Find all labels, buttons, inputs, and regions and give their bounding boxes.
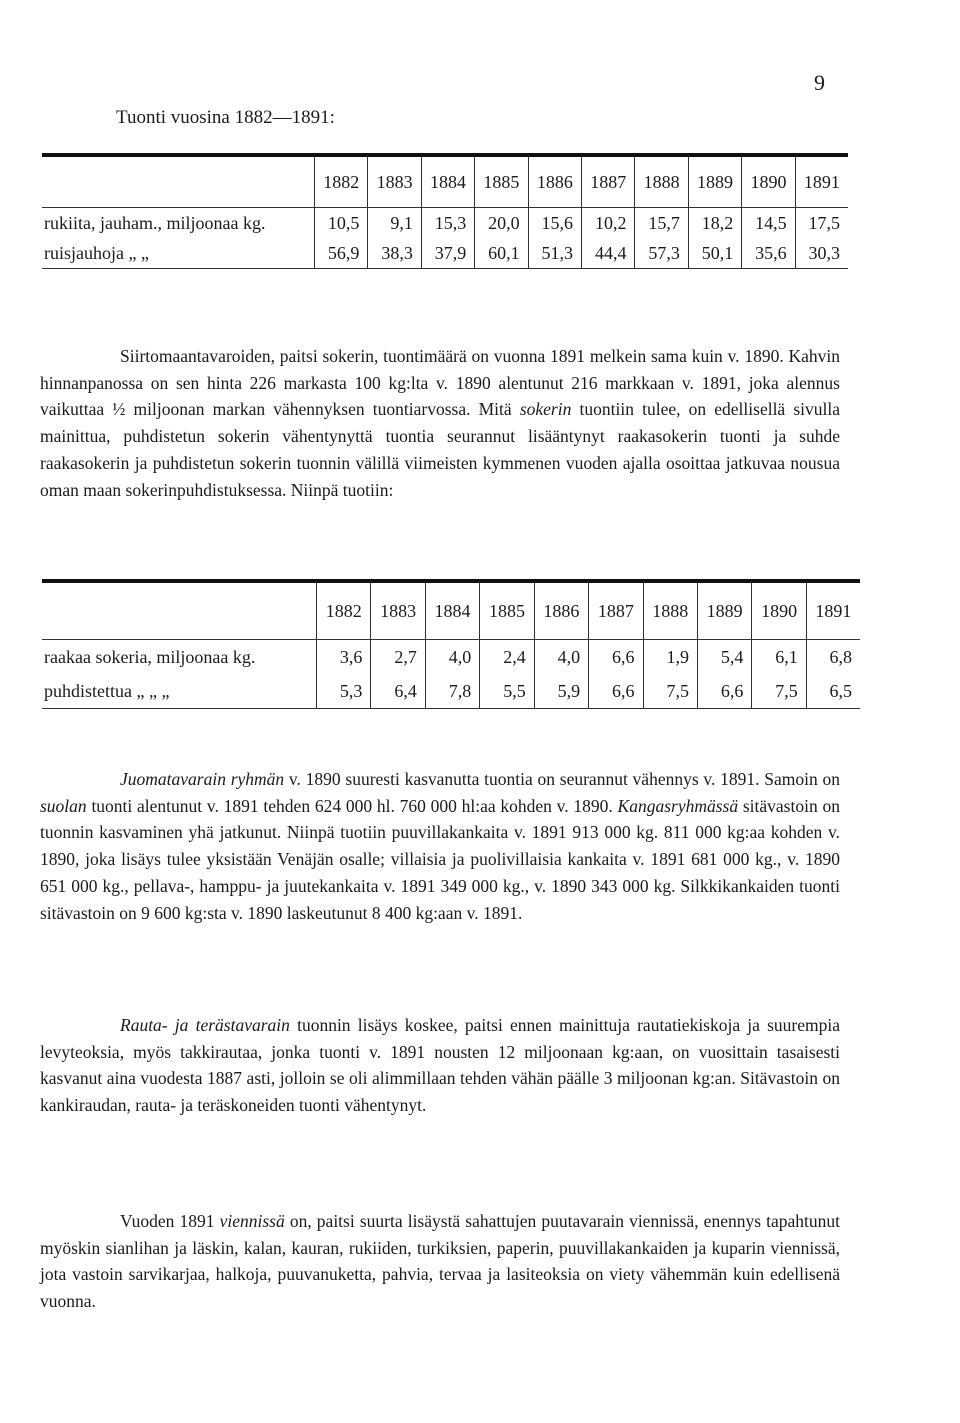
year-cell: 1886 [528,155,581,208]
value-cell: 5,3 [317,674,371,709]
year-cell: 1890 [742,155,795,208]
year-cell: 1889 [688,155,741,208]
value-cell: 2,7 [371,640,425,675]
value-cell: 57,3 [635,238,688,269]
header-label-cell [42,581,317,640]
year-cell: 1889 [697,581,751,640]
value-cell: 38,3 [368,238,421,269]
year-cell: 1887 [589,581,643,640]
year-cell: 1883 [371,581,425,640]
value-cell: 6,6 [697,674,751,709]
value-cell: 30,3 [795,238,848,269]
value-cell: 10,5 [315,208,368,239]
year-cell: 1888 [643,581,697,640]
paragraph-text [40,1012,840,1119]
import-table-sugar [42,579,860,709]
row-label: rukiita, jauham., miljoonaa kg. [44,212,266,233]
year-cell: 1890 [752,581,806,640]
value-cell: 20,0 [475,208,528,239]
value-cell: 6,1 [752,640,806,675]
year-cell: 1883 [368,155,421,208]
year-cell: 1885 [480,581,534,640]
emphasis-text: viennissä [219,1211,285,1231]
text-run: sitävastoin on tuonnin kasvaminen yhä jatkunut. Niinpä tuotiin puuvillakankaita v. 1891 913 000 kg. 811 000 kg:aa kohden v. 1890, joka lisäys tulee yksistään Venäjän osalle; villaisia ja puolivillaisia kankaita v. 1891 681 000 kg., v. 1890 651 000 kg., pellava-, hamppu- ja juutekankaita v. 1891 349 000 kg., v. 1890 343 000 kg. Silkkikankaiden tuonti sitävastoin on 9 600 kg:sta v. 1890 laskeutunut 8 400 kg:aan v. 1891. [40,795,840,923]
row-label: raakaa sokeria, miljoonaa kg. [44,646,256,667]
table-row [42,208,848,239]
text-run: v. 1890 suuresti kasvanutta tuontia on seurannut vähennys v. 1891. Samoin on [284,769,840,789]
value-cell: 5,4 [697,640,751,675]
value-cell: 7,5 [643,674,697,709]
year-cell: 1882 [317,581,371,640]
emphasis-text: Rauta- ja terästavarain [120,1015,290,1035]
year-cell: 1884 [421,155,474,208]
year-cell: 1882 [315,155,368,208]
value-cell: 6,6 [589,674,643,709]
year-cell: 1891 [795,155,848,208]
year-cell: 1884 [425,581,479,640]
paragraph-beverages-textiles [40,766,840,926]
text-run: tuonnin lisäys koskee, paitsi ennen mainittuja rautatiekiskoja ja suurempia levyteoksia, myös takkirautaa, jonka tuonti v. 1891 nousten 12 miljoonaan kg:aan, on vuosittain tasaisesti kasvanut aina vuodesta 1887 asti, jolloin se oli alimmillaan tehden vähän päälle 3 miljoonan kg:an. Sitävastoin on kankiraudan, rauta- ja teräskoneiden tuonti vähentynyt. [40,1015,840,1116]
text-run: Siirtomaantavaroiden, paitsi sokerin, tuontimäärä on vuonna 1891 melkein sama kuin v. 1890. Kahvin hinnanpanossa on sen hinta 226 markasta 100 kg:lta v. 1890 alentunut 216 markkaan v. 1891, joka alennus vaikuttaa ½ miljoonan markan vähennyksen tuontiarvossa. Mitä [40,346,840,420]
value-cell: 3,6 [317,640,371,675]
year-cell: 1886 [534,581,588,640]
text-run: tuontiin tulee, on edellisellä sivulla mainittua, puhdistetun sokerin vähentynyttä tuontia seurannut lisääntynyt raakasokerin tuonti ja suhde raakasokerin ja puhdistetun sokerin tuonnin välillä viimeisten kymmenen vuoden ajalla osoittaa jatkuvaa nousua oman maan sokerinpuhdistuksessa. Niinpä tuotiin: [40,399,841,500]
value-cell: 10,2 [582,208,635,239]
paragraph-text [40,343,840,503]
value-cell: 15,3 [421,208,474,239]
value-cell: 50,1 [688,238,741,269]
value-cell: 4,0 [425,640,479,675]
import-table-grain [42,153,848,269]
value-cell: 9,1 [368,208,421,239]
year-cell: 1887 [582,155,635,208]
text-run: on, paitsi suurta lisäystä sahattujen puutavarain viennissä, enennys tapahtunut myöskin sianlihan ja läskin, kalan, kauran, rukiiden, turkiksien, paperin, puuvillakankaiden ja kuparin viennissä, jota vastoin sarvikarjaa, halkoja, puuvanuketta, pahvia, tervaa ja lasiteoksia on viety vähemmän kuin edellisenä vuonna. [40,1211,840,1312]
text-run: Vuoden 1891 [120,1211,220,1231]
emphasis-text: sokerin [519,399,572,420]
value-cell: 44,4 [582,238,635,269]
row-label: ruisjauhoja „ „ [42,238,315,269]
paragraph-exports [40,1208,840,1315]
row-label: puhdistettua „ „ „ [42,674,317,709]
value-cell: 37,9 [421,238,474,269]
value-cell: 15,7 [635,208,688,239]
value-cell: 5,5 [480,674,534,709]
year-cell: 1888 [635,155,688,208]
paragraph-text [40,766,840,926]
year-cell: 1891 [806,581,860,640]
value-cell: 17,5 [795,208,848,239]
table-header-row [42,581,860,640]
value-cell: 7,5 [752,674,806,709]
value-cell: 6,4 [371,674,425,709]
value-cell: 35,6 [742,238,795,269]
value-cell: 7,8 [425,674,479,709]
value-cell: 5,9 [534,674,588,709]
table-header-row [42,155,848,208]
table-row [42,674,860,709]
value-cell: 14,5 [742,208,795,239]
value-cell: 4,0 [534,640,588,675]
value-cell: 1,9 [643,640,697,675]
paragraph-text [40,1208,840,1315]
value-cell: 6,6 [589,640,643,675]
value-cell: 56,9 [315,238,368,269]
value-cell: 2,4 [480,640,534,675]
value-cell: 60,1 [475,238,528,269]
page-number: 9 [814,70,825,95]
value-cell: 6,5 [806,674,860,709]
value-cell: 15,6 [528,208,581,239]
table-row [42,640,860,675]
emphasis-text: Juomatavarain ryhmän [120,769,285,789]
emphasis-text: suolan [40,795,87,816]
value-cell: 18,2 [688,208,741,239]
value-cell: 6,8 [806,640,860,675]
year-cell: 1885 [475,155,528,208]
paragraph-iron-steel [40,1012,840,1119]
value-cell: 51,3 [528,238,581,269]
emphasis-text: Kangasryhmässä [617,795,739,816]
table-caption: Tuonti vuosina 1882—1891: [116,107,335,128]
table-row [42,238,848,269]
paragraph-colonial-goods [40,343,840,503]
text-run: tuonti alentunut v. 1891 tehden 624 000 hl. 760 000 hl:aa kohden v. 1890. [86,795,618,816]
header-label-cell [42,155,315,208]
